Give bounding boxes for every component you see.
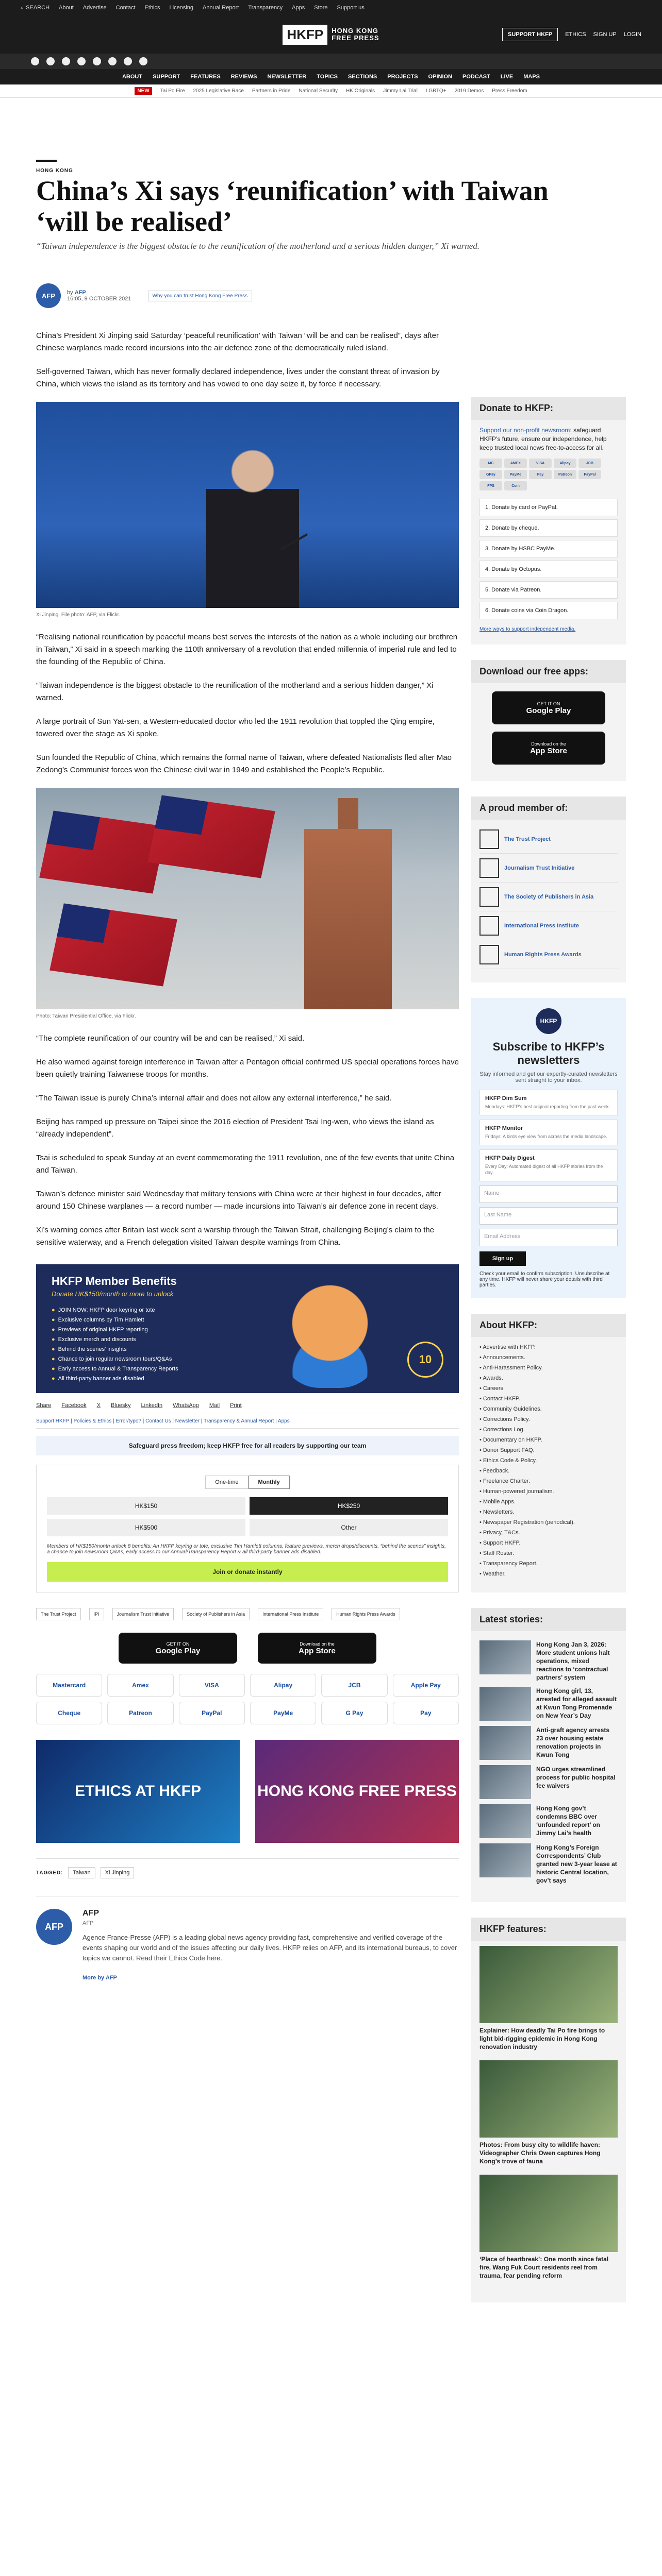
story-headline[interactable]: Hong Kong gov’t condemns BBC over ‘unfounded report’ on Jimmy Lai’s health — [536, 1805, 600, 1837]
payment-methods — [36, 1674, 459, 1724]
trending-link[interactable]: Tai Po Fire — [160, 88, 185, 94]
about-link[interactable]: About — [59, 5, 74, 11]
about-link[interactable]: • Careers. — [479, 1383, 618, 1394]
share-mail[interactable]: Mail — [209, 1402, 220, 1409]
nav-live[interactable]: LIVE — [500, 74, 514, 80]
safeguard-message[interactable]: Safeguard press freedom; keep HKFP free for all readers by supporting our team — [36, 1436, 459, 1455]
instagram-icon[interactable] — [62, 57, 70, 65]
more-ways-link[interactable]: More ways to support independent media. — [479, 626, 576, 632]
taiwan-flags-photo — [36, 788, 459, 1009]
login-button[interactable]: LOGIN — [623, 31, 641, 38]
about-link[interactable]: • Transparency Report. — [479, 1558, 618, 1569]
nav-newsletter[interactable]: NEWSLETTER — [267, 74, 307, 80]
amount-option-selected[interactable]: HK$250 — [250, 1497, 448, 1515]
new-badge: NEW — [135, 87, 152, 95]
email-input[interactable]: Email Address — [479, 1229, 618, 1246]
partner-logo[interactable]: IPI — [89, 1608, 104, 1620]
nav-reviews[interactable]: REVIEWS — [230, 74, 257, 80]
tag-link[interactable]: Xi Jinping — [101, 1867, 135, 1878]
trending-link[interactable]: 2019 Demos — [454, 88, 484, 94]
partner-logo[interactable]: International Press Institute — [258, 1608, 323, 1620]
share-bar — [36, 1402, 459, 1409]
apps-widget: Download our free apps: GET IT ON Google Play Download on the App Store — [471, 660, 626, 781]
latest-story-item[interactable] — [479, 1687, 618, 1721]
feature-headline[interactable]: ‘Place of heartbreak’: One month since fatal fire, Wang Fuk Court residents reel from trauma, fear pending reform — [479, 2256, 609, 2279]
author-avatar[interactable]: AFP — [36, 1909, 72, 1945]
about-link[interactable]: • Community Guidelines. — [479, 1404, 618, 1414]
payment-logo[interactable]: PayMe — [250, 1702, 316, 1724]
about-link[interactable]: • Human-powered journalism. — [479, 1486, 618, 1497]
donate-option[interactable]: 4. Donate by Octopus. — [479, 561, 618, 578]
category-kicker[interactable]: HONG KONG — [36, 160, 73, 174]
hrpa-icon — [479, 945, 499, 964]
photo-caption: Photo: Taiwan Presidential Office, via Flickr. — [36, 1013, 136, 1019]
about-link[interactable]: • Contact HKFP. — [479, 1394, 618, 1404]
partner-logo[interactable]: Journalism Trust Initiative — [112, 1608, 174, 1620]
hkfp-logo[interactable]: HKFP HONG KONG FREE PRESS — [283, 25, 379, 45]
about-link[interactable]: • Advertise with HKFP. — [479, 1342, 618, 1352]
features-widget: HKFP features: Explainer: How deadly Tai Po fire brings to light bid-rigging epidemic in Hong Kong renovation industry Photos: From busy city to wildlife haven: Videographer Chris Owen captures Hong Kong’s trove of fauna ‘Place of heartbreak’: One month since fatal fire, Wang Fuk Court residents reel from trauma, fear pending reform — [471, 1918, 626, 2302]
ethics-link[interactable]: Ethics — [144, 5, 160, 11]
payment-logo[interactable]: Patreon — [107, 1702, 173, 1724]
photo-caption: Xi Jinping. File photo: AFP, via Flickr. — [36, 612, 121, 618]
nav-support[interactable]: SUPPORT — [153, 74, 180, 80]
support-hkfp-button[interactable]: SUPPORT HKFP — [502, 28, 558, 41]
story-thumbnail[interactable] — [479, 1804, 531, 1838]
apps-link[interactable]: Apps — [292, 5, 305, 11]
about-link[interactable]: • Corrections Log. — [479, 1425, 618, 1435]
bluesky-icon[interactable] — [124, 57, 132, 65]
trending-link[interactable]: Partners in Pride — [252, 88, 291, 94]
trust-project-icon — [479, 829, 499, 849]
sidebar — [471, 397, 626, 2318]
about-link[interactable]: • Newsletters. — [479, 1507, 618, 1517]
member-logo[interactable]: The Society of Publishers in Asia — [479, 883, 618, 911]
payment-logo[interactable]: Mastercard — [36, 1674, 102, 1697]
nav-features[interactable]: FEATURES — [190, 74, 221, 80]
advertise-link[interactable]: Advertise — [82, 5, 107, 11]
masthead — [0, 15, 662, 54]
amount-other[interactable]: Other — [250, 1519, 448, 1536]
about-link[interactable]: • Anti-Harassment Policy. — [479, 1363, 618, 1373]
one-time-toggle[interactable]: One-time — [205, 1476, 248, 1489]
nav-podcast[interactable]: PODCAST — [462, 74, 490, 80]
last-name-input[interactable]: Last Name — [479, 1207, 618, 1225]
byline: AFP by AFP 16:05, 9 OCTOBER 2021 Why you can trust Hong Kong Free Press — [36, 283, 252, 308]
app-store-button[interactable]: Download on the App Store — [258, 1633, 376, 1664]
ipi-icon — [479, 916, 499, 936]
trending-link[interactable]: Press Freedom — [492, 88, 527, 94]
payment-cards: MC AMEX VISA Alipay JCB GPay PayMe Pay Patreon PayPal FPS Coin — [471, 459, 626, 496]
story-headline[interactable]: Anti-graft agency arrests 23 over housing estate renovation projects in Kwun Tong — [536, 1726, 610, 1758]
about-link[interactable]: • Awards. — [479, 1373, 618, 1383]
payment-logo[interactable]: Cheque — [36, 1702, 102, 1724]
about-link[interactable]: • Feedback. — [479, 1466, 618, 1476]
monthly-toggle[interactable]: Monthly — [249, 1476, 290, 1489]
story-headline[interactable]: Hong Kong girl, 13, arrested for alleged assault at Kwun Tong Promenade on New Year’s Day — [536, 1687, 617, 1719]
join-donate-button[interactable]: Join or donate instantly — [47, 1562, 448, 1582]
about-link[interactable]: • Freelance Charter. — [479, 1476, 618, 1486]
latest-story-item[interactable] — [479, 1640, 618, 1682]
main-nav — [0, 69, 662, 84]
author-bio: Agence France-Presse (AFP) is a leading global news agency providing fast, comprehensive and verified coverage of the events shaping our world and of the issues affecting our daily lives. HKFP relies on AFP, and its international bureaus, to cover topics we cannot. Read their Ethics Code here. — [82, 1934, 457, 1962]
more-by-author-link[interactable]: More by AFP — [82, 1975, 117, 1981]
story-headline[interactable]: NGO urges streamlined process for public hospital fee waivers — [536, 1766, 616, 1789]
trust-link[interactable]: Why you can trust Hong Kong Free Press — [148, 291, 253, 301]
feature-image[interactable] — [479, 2175, 618, 2252]
share-bluesky[interactable]: Bluesky — [111, 1402, 131, 1409]
author-avatar[interactable]: AFP — [36, 283, 61, 308]
nav-sections[interactable]: SECTIONS — [348, 74, 377, 80]
trending-link[interactable]: 2025 Legislative Race — [193, 88, 244, 94]
story-thumbnail[interactable] — [479, 1687, 531, 1721]
support-newsroom-link[interactable]: Support our non-profit newsroom: — [479, 427, 572, 434]
newsletter-option[interactable]: HKFP Dim Sum Mondays: HKFP’s best original reporting from the past week. — [479, 1090, 618, 1115]
article-tags: TAGGED: Taiwan Xi Jinping — [36, 1858, 459, 1878]
feature-item[interactable] — [479, 2060, 618, 2165]
publish-date: 16:05, 9 OCTOBER 2021 — [67, 296, 131, 302]
member-logo[interactable]: Journalism Trust Initiative — [479, 854, 618, 883]
about-link[interactable]: • Mobile Apps. — [479, 1497, 618, 1507]
article-body: China’s President Xi Jinping said Saturday ‘peaceful reunification’ with Taiwan “will be and can be realised”, days after Chinese warplanes made record incursions into the air defence zone of the democratically ruled island. Self-governed Taiwan, which has never formally declared independence, lives under the constant threat of invasion by China, which views the island as its territory and has vowed to one day seize it, by force if necessary. Xi Jinping. File photo: AFP, via Flickr. “Realising national reunification by peaceful means best serves the interests of the nation as a whole including our brethren in Taiwan,” Xi said in a speech marking the 110th anniversary of a revolution that ended millennia of imperial rule and led to the founding of the Republic of China. “Taiwan independence is the biggest obstacle to the reunification of the motherland and a serious hidden danger,” Xi warned. A large portrait of Sun Yat-sen, a Western-educated doctor who led the 1911 revolution that toppled the Qing empire, towered over the stage as Xi spoke. Sun founded the Republic of China, which remains the formal name of Taiwan, where defeated Nationalists fled after Mao Zedong’s Communist forces won the Chinese civil war in 1949 and established the People’s Republic. Photo: Taiwan Presidential Office, via Flickr. “The complete reunification of our country will be and can be realised,” Xi said. He also warned against foreign interference in Taiwan after a Pentagon official confirmed US special operations forces have been quietly training Taiwanese troops for months. “The Taiwan issue is purely China’s internal affair and does not allow any external interference,” he said. Beijing has ramped up pressure on Taipei since the 2016 election of President Tsai Ing-wen, who views the island as “already independent”. Tsai is scheduled to speak Sunday at an event commemorating the 1911 revolution, one of the few events that unite China and Taiwan. Taiwan’s defence minister said Wednesday that military tensions with China were at their highest in four decades, after around 150 Chinese warplanes — a record number — made incursions into Taiwan’s air defence zone in recent days. Xi’s warning comes after Britain last week sent a warship through the Taiwan Strait, challenging Beijing’s claim to the sensitive waterway, and a French delegation visited Taiwan despite warnings from China. HKFP Member Benefits Donate HK$150/month or more to unlock ● JOIN NOW: HKFP door keyring or tote ● Exclusive columns by Tim Hamlett ● Previews of original HKFP reporting ● Exclusive merch and discounts ● Behind the scenes' insights ● Chance to join regular newsroom tours/Q&As ● Early access to Annual & Transparency Reports ● All third-party banner ads disabled 10 Share Facebook X Bluesky LinkedIn WhatsApp Mail Print Support HKFP | Policies & Ethics | Error/typo? | Contact Us | Newsletter | Transparency & Annual Report | Apps Safeguard press freedom; keep HKFP free for all readers by supporting our team One-time Monthly HK$150 HK$250 HK$500 Other Members of HK$150/month unlock 8 benefits: An HKFP keyring or tote, exclusive Tim Hamlett columns, feature previews, merch drops/discounts, “behind the scenes” insights, a chance to join newsroom Q&As, early access to our Annual/Transparency Report & all third-party banner ads disabled. Join or donate instantly The Trust Project IPI Journalism Trust Initiative Society of Publishers in Asia International Press Institute Human Rights Press Awards GET IT ON Google Play Download on the App Store Mastercard Amex VISA Alipay JCB Apple Pay Cheque Patreon PayPal PayMe G Pay Pay ETHICS AT HKFP HONG KONG FREE PRESS TAGGED: Taiwan Xi Jinping AFP AFP AFP Agence France-Presse (AFP) is a leading global news agency providing fast, comprehensive and verified coverage of the events shaping our world and of the issues affecting our daily lives. HKFP relies on AFP, and its international bureaus, to cover topics we cannot. Read their Ethics Code here. More by AFP — [36, 330, 459, 1981]
share-print[interactable]: Print — [230, 1402, 242, 1409]
anniversary-badge: 10 — [407, 1342, 443, 1378]
donate-option[interactable]: 6. Donate coins via Coin Dragon. — [479, 602, 618, 619]
nav-opinion[interactable]: OPINION — [428, 74, 452, 80]
sign-up-button[interactable]: Sign up — [479, 1251, 526, 1266]
ethics-button[interactable]: ETHICS — [565, 31, 586, 38]
latest-story-item[interactable] — [479, 1726, 618, 1760]
payment-logo[interactable]: VISA — [179, 1674, 245, 1697]
member-logo[interactable]: Human Rights Press Awards — [479, 940, 618, 969]
search-link[interactable]: ⌕ SEARCH — [21, 4, 50, 11]
x-icon[interactable] — [46, 57, 55, 65]
support-us-link[interactable]: Support us — [337, 5, 365, 11]
mascot-image — [278, 1280, 382, 1388]
amount-option[interactable]: HK$500 — [47, 1519, 245, 1536]
partner-logo[interactable]: Human Rights Press Awards — [332, 1608, 400, 1620]
google-play-button[interactable]: GET IT ON Google Play — [119, 1633, 237, 1664]
youtube-icon[interactable] — [77, 57, 86, 65]
name-input[interactable]: Name — [479, 1185, 618, 1203]
nav-topics[interactable]: TOPICS — [317, 74, 338, 80]
share-whatsapp[interactable]: WhatsApp — [173, 1402, 199, 1409]
support-links[interactable]: Support HKFP | Policies & Ethics | Error/typo? | Contact Us | Newsletter | Transparency & Annual Report | Apps — [36, 1414, 459, 1429]
facebook-icon[interactable] — [31, 57, 39, 65]
trending-link[interactable]: National Security — [299, 88, 338, 94]
donate-option[interactable]: 5. Donate via Patreon. — [479, 581, 618, 599]
about-link[interactable]: • Corrections Policy. — [479, 1414, 618, 1425]
threads-icon[interactable] — [108, 57, 117, 65]
newsletter-signup: HKFP Subscribe to HKFP’s newsletters Stay informed and get our expertly-curated newsletters sent straight to your inbox. HKFP Dim Sum Mondays: HKFP’s best original reporting from the past week. HKFP Monitor Fridays: A birds eye view from across the media landscape. HKFP Daily Digest Every Day: Automated digest of all HKFP stories from the day. Name Last Name Email Address Sign up Check your email to confirm subscription. Unsubscribe at any time. HKFP will never share your details with third parties. — [471, 998, 626, 1298]
story-headline[interactable]: Hong Kong Jan 3, 2026: More student unions halt operations, mixed reactions to ‘contractual partners’ system — [536, 1641, 610, 1681]
donation-widget — [36, 1465, 459, 1592]
latest-story-item[interactable] — [479, 1804, 618, 1838]
payment-logo[interactable]: Pay — [393, 1702, 459, 1724]
story-headline[interactable]: Hong Kong’s Foreign Correspondents’ Club granted new 3-year lease at historic Central location, gov’t says — [536, 1844, 617, 1884]
payment-logo[interactable]: PayPal — [179, 1702, 245, 1724]
partner-logo[interactable]: The Trust Project — [36, 1608, 81, 1620]
share-button[interactable]: Share — [36, 1402, 52, 1409]
signup-button[interactable]: SIGN UP — [593, 31, 617, 38]
trending-bar — [0, 84, 662, 98]
partner-logo[interactable]: Society of Publishers in Asia — [182, 1608, 250, 1620]
trending-link[interactable]: LGBTQ+ — [425, 88, 446, 94]
about-link[interactable]: • Documentary on HKFP. — [479, 1435, 618, 1445]
feature-headline[interactable]: Photos: From busy city to wildlife haven: Videographer Chris Owen captures Hong Kong’s trove of fauna — [479, 2141, 601, 2165]
trending-link[interactable]: HK Originals — [345, 88, 375, 94]
member-benefits-banner[interactable]: HKFP Member Benefits Donate HK$150/month or more to unlock ● JOIN NOW: HKFP door keyring or tote ● Exclusive columns by Tim Hamlett ● Previews of original HKFP reporting ● Exclusive merch and discounts ● Behind the scenes' insights ● Chance to join regular newsroom tours/Q&As ● Early access to Annual & Transparency Reports ● All third-party banner ads disabled 10 — [36, 1264, 459, 1393]
about-link[interactable]: • Newspaper Registration (periodical). — [479, 1517, 618, 1528]
about-link[interactable]: • Ethics Code & Policy. — [479, 1455, 618, 1466]
ethics-promo[interactable]: ETHICS AT HKFP — [36, 1740, 240, 1843]
search-icon: ⌕ — [21, 4, 24, 11]
payment-logo[interactable]: G Pay — [321, 1702, 387, 1724]
nav-maps[interactable]: MAPS — [523, 74, 540, 80]
share-linkedin[interactable]: LinkedIn — [141, 1402, 163, 1409]
hkfp-promo[interactable]: HONG KONG FREE PRESS — [255, 1740, 459, 1843]
tag-link[interactable]: Taiwan — [68, 1867, 95, 1878]
author-link[interactable]: AFP — [74, 290, 86, 296]
benefits-note: Members of HK$150/month unlock 8 benefits: An HKFP keyring or tote, exclusive Tim Hamlett columns, feature previews, merch drops/discounts, “behind the scenes” insights, a chance to join newsroom Q&As, early access to our Annual/Transparency Report & all third-party banner ads disabled. — [47, 1544, 446, 1555]
about-link[interactable]: • Announcements. — [479, 1352, 618, 1363]
linkedin-icon[interactable] — [93, 57, 101, 65]
donate-option[interactable]: 3. Donate by HSBC PayMe. — [479, 540, 618, 557]
latest-story-item[interactable] — [479, 1843, 618, 1885]
payment-logo[interactable]: Alipay — [250, 1674, 316, 1697]
annual-report-link[interactable]: Annual Report — [203, 5, 239, 11]
payment-logo[interactable]: Amex — [107, 1674, 173, 1697]
feature-image[interactable] — [479, 1946, 618, 2023]
article-title: China’s Xi says ‘reunification’ with Taiwan ‘will be realised’ — [36, 175, 549, 237]
story-thumbnail[interactable] — [479, 1640, 531, 1674]
about-link[interactable]: • Staff Roster. — [479, 1548, 618, 1558]
about-link[interactable]: • Donor Support FAQ. — [479, 1445, 618, 1455]
hkfp-logo: HKFP — [536, 1008, 561, 1034]
story-thumbnail[interactable] — [479, 1765, 531, 1799]
sopa-icon — [479, 887, 499, 907]
member-logo[interactable]: International Press Institute — [479, 911, 618, 940]
donate-option[interactable]: 1. Donate by card or PayPal. — [479, 499, 618, 516]
nav-projects[interactable]: PROJECTS — [387, 74, 418, 80]
article-lede: “Taiwan independence is the biggest obstacle to the reunification of the motherland and a serious hidden danger,” Xi warned. — [36, 241, 480, 251]
author-box: AFP AFP AFP Agence France-Presse (AFP) is a leading global news agency providing fast, comprehensive and verified coverage of the events shaping our world and of the issues affecting our daily lives. HKFP relies on AFP, and its international bureaus, to cover topics we cannot. Read their Ethics Code here. More by AFP — [36, 1896, 459, 1981]
share-x[interactable]: X — [96, 1402, 101, 1409]
story-thumbnail[interactable] — [479, 1726, 531, 1760]
app-store-button[interactable]: Download on the App Store — [492, 732, 605, 765]
share-facebook[interactable]: Facebook — [61, 1402, 87, 1409]
feature-item[interactable] — [479, 2175, 618, 2280]
newsletter-option[interactable]: HKFP Daily Digest Every Day: Automated digest of all HKFP stories from the day. — [479, 1149, 618, 1181]
xi-jinping-photo — [36, 402, 459, 608]
membership-widget: A proud member of: The Trust Project Journalism Trust Initiative The Society of Publishers in Asia International Press Institute Human Rights Press Awards — [471, 796, 626, 982]
feature-image[interactable] — [479, 2060, 618, 2138]
feature-headline[interactable]: Explainer: How deadly Tai Po fire brings to light bid-rigging epidemic in Hong Kong renovation industry — [479, 2027, 605, 2050]
jti-icon — [479, 858, 499, 878]
store-link[interactable]: Store — [314, 5, 328, 11]
nav-about[interactable]: ABOUT — [122, 74, 143, 80]
amount-option[interactable]: HK$150 — [47, 1497, 245, 1515]
contact-link[interactable]: Contact — [115, 5, 136, 11]
about-link[interactable]: • Support HKFP. — [479, 1538, 618, 1548]
top-utility-bar — [0, 0, 662, 15]
latest-story-item[interactable] — [479, 1765, 618, 1799]
partner-logos — [36, 1608, 459, 1620]
author-name[interactable]: AFP — [82, 1909, 99, 1918]
telegram-icon[interactable] — [139, 57, 147, 65]
trending-link[interactable]: Jimmy Lai Trial — [383, 88, 418, 94]
member-logo[interactable]: The Trust Project — [479, 825, 618, 854]
transparency-link[interactable]: Transparency — [248, 5, 283, 11]
donate-widget: Donate to HKFP: Support our non-profit newsroom: safeguard HKFP’s future, ensure our independence, help keep trusted local news free-to-access for all. MC AMEX VISA Alipay JCB GPay PayMe Pay Patreon PayPal FPS Coin 1. Donate by card or PayPal. 2. Donate by cheque. 3. Donate by HSBC PayMe. 4. Donate by Octopus. 5. Donate via Patreon. 6. Donate coins via Coin Dragon. More ways to support independent media. — [471, 397, 626, 645]
payment-logo[interactable]: Apple Pay — [393, 1674, 459, 1697]
story-thumbnail[interactable] — [479, 1843, 531, 1877]
latest-stories: Latest stories: Hong Kong Jan 3, 2026: More student unions halt operations, mixed reactions to ‘contractual partners’ system Hong Kong girl, 13, arrested for alleged assault at Kwun Tong Promenade on New Year’s Day Anti-graft agency arrests 23 over housing estate renovation projects in Kwun Tong NGO urges streamlined process for public hospital fee waivers Hong Kong gov’t condemns BBC over ‘unfounded report’ on Jimmy Lai’s health Hong Kong’s Foreign Correspondents’ Club granted new 3-year lease at historic Central location, gov’t says — [471, 1608, 626, 1902]
licensing-link[interactable]: Licensing — [169, 5, 193, 11]
about-link[interactable]: • Weather. — [479, 1569, 618, 1579]
newsletter-option[interactable]: HKFP Monitor Fridays: A birds eye view from across the media landscape. — [479, 1120, 618, 1145]
payment-logo[interactable]: JCB — [321, 1674, 387, 1697]
about-link[interactable]: • Privacy, T&Cs. — [479, 1528, 618, 1538]
donate-option[interactable]: 2. Donate by cheque. — [479, 519, 618, 537]
about-widget: About HKFP: • Advertise with HKFP. • Announcements. • Anti-Harassment Policy. • Awards. • Careers. • Contact HKFP. • Community Guidelines. • Corrections Policy. • Corrections Log. • Documentary on HKFP. • Donor Support FAQ. • Ethics Code & Policy. • Feedback. • Freelance Charter. • Human-powered journalism. • Mobile Apps. • Newsletters. • Newspaper Registration (periodical). • Privacy, T&Cs. • Support HKFP. • Staff Roster. • Transparency Report. • Weather. — [471, 1314, 626, 1592]
feature-item[interactable] — [479, 1946, 618, 2051]
social-icons-bar — [0, 54, 662, 69]
google-play-button[interactable]: GET IT ON Google Play — [492, 691, 605, 724]
